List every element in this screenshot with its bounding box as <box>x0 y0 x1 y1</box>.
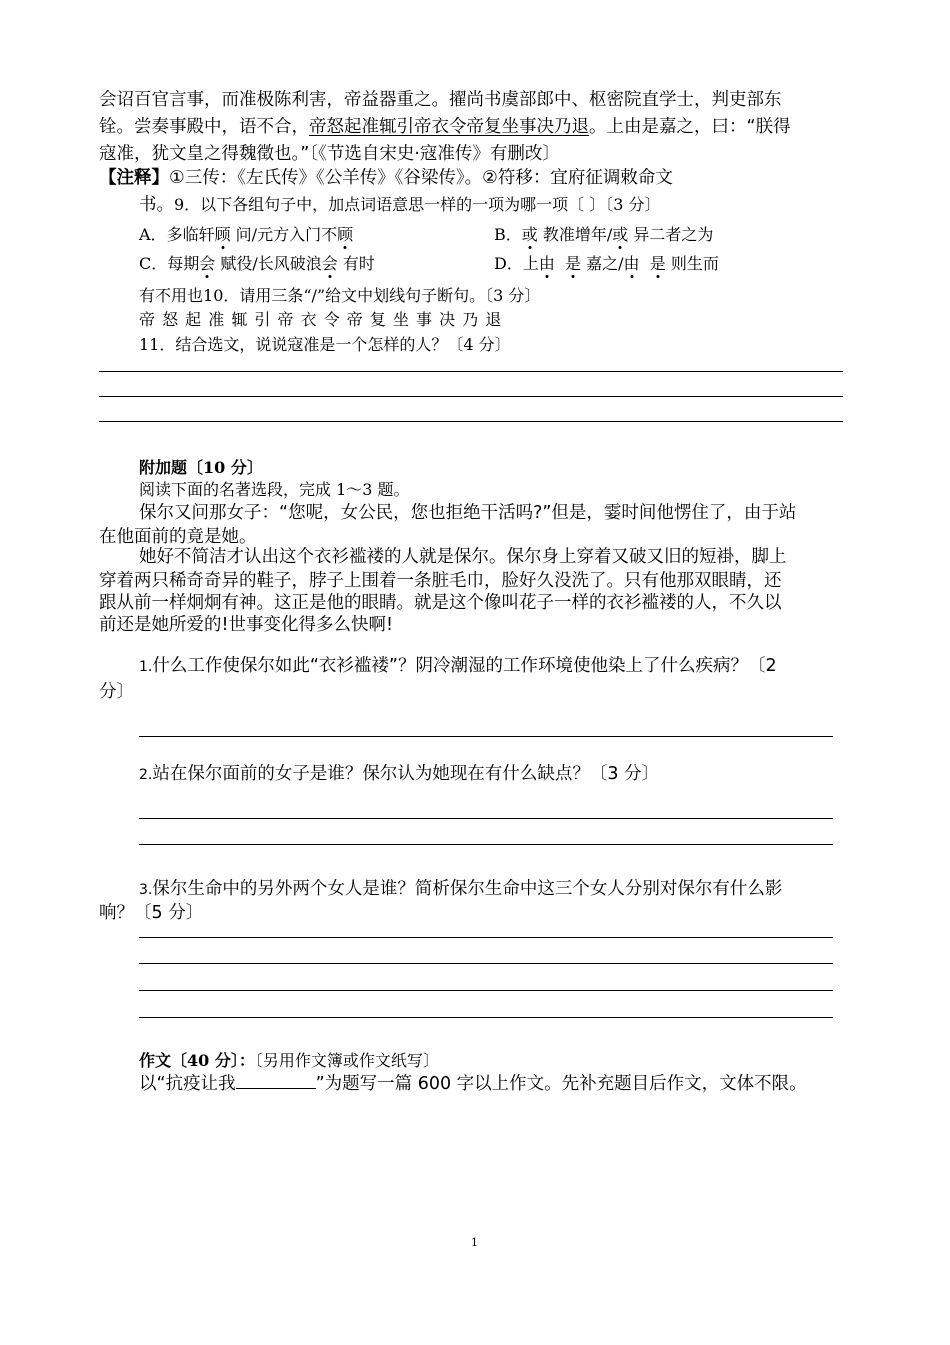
essay-title: 作文〔40 分〕： <box>139 1051 255 1070</box>
excerpt-line: 保尔又问那女子：“您呢，女公民，您也拒绝干活吗?”但是，霎时间他愣住了，由于站 <box>139 503 797 523</box>
dotted-char: 或 <box>521 225 538 244</box>
question-11-prompt: 11．结合选文，说说寇准是一个怎样的人？〔4 分〕 <box>139 335 511 354</box>
answer-line[interactable] <box>99 396 843 397</box>
question-number: 3. <box>139 882 153 898</box>
extra-question-3 <box>139 875 782 900</box>
dotted-char: 或 <box>612 225 629 244</box>
option-text: 异二者之为 <box>628 225 714 244</box>
annotation-text: ①三传：《左氏传》《公羊传》《谷梁传》。②符移：宜府征调敕命文 <box>169 168 673 188</box>
option-c <box>139 251 375 274</box>
dotted-char: 由 <box>623 254 640 273</box>
passage-line: 寇准，犹文皇之得魏徵也。”〔《节选自宋史·寇准传》有删改〕 <box>99 144 560 164</box>
underlined-sentence: 帝怒起准辄引帝衣令帝复坐事决乃退 <box>309 117 589 137</box>
extra-question-2 <box>139 760 659 785</box>
passage-line <box>99 113 791 138</box>
essay-heading <box>139 1048 439 1071</box>
annotation-label: 【注释】 <box>99 168 169 188</box>
answer-line[interactable] <box>99 371 843 372</box>
excerpt-line: 穿着两只稀奇奇异的鞋子，脖子上围着一条脏毛巾，脸好久没洗了。只有他那双眼睛，还 <box>99 571 782 591</box>
option-text: 有不用也 <box>139 286 204 305</box>
question-text: 分〕 <box>99 682 134 702</box>
option-text: 嘉之/ <box>581 254 624 273</box>
question-10 <box>139 283 540 306</box>
question-text: 响？〔5 分〕 <box>99 903 204 923</box>
question-number: 1. <box>139 659 153 675</box>
option-label: C． <box>139 254 168 273</box>
excerpt-line: 在他面前的竟是她。 <box>99 527 257 547</box>
dotted-char: 是 <box>649 254 666 273</box>
extra-title: 附加题〔10 分〕 <box>139 458 263 477</box>
option-text: 教准增年/ <box>537 225 613 244</box>
excerpt-line: 她好不简洁才认出这个衣衫褴褛的人就是保尔。保尔身上穿着又破又旧的短褂，脚上 <box>139 547 787 567</box>
answer-line[interactable] <box>139 736 833 737</box>
excerpt-line: 跟从前一样炯炯有神。这正是他的眼睛。就是这个像叫花子一样的衣衫褴褛的人，不久以 <box>99 593 782 613</box>
title-blank[interactable] <box>236 1072 316 1089</box>
option-text: 每期 <box>167 254 200 273</box>
option-label: A． <box>139 225 167 244</box>
question-9 <box>139 191 661 216</box>
passage-line: 会诏百官言事，而准极陈利害，帝益器重之。擢尚书虞部郎中、枢密院直学士，判吏部东 <box>99 90 782 110</box>
question-number: 2. <box>139 767 153 783</box>
answer-line[interactable] <box>139 963 833 964</box>
option-text: 多临轩 <box>166 225 215 244</box>
option-text: 有时 <box>337 254 375 273</box>
question-lead: 书。 <box>139 195 174 215</box>
essay-prompt-text: 以“抗疫让我 <box>139 1074 236 1094</box>
option-text: 赋役/长风破浪 <box>215 254 322 273</box>
option-label: B． <box>494 225 522 244</box>
question-text: 站在保尔面前的女子是谁？保尔认为她现在有什么缺点？〔3 分〕 <box>152 764 660 784</box>
extra-instruction: 阅读下面的名著选段，完成 1～3 题。 <box>139 480 410 499</box>
option-d <box>494 251 719 274</box>
dotted-char: 由 <box>538 254 555 273</box>
essay-prompt-text: ”为题写一篇 600 字以上作文。先补充题目后作文，文体不限。 <box>315 1074 807 1094</box>
option-label: D． <box>494 254 523 273</box>
dotted-char: 顾 <box>214 225 231 244</box>
option-text: 则生而 <box>665 254 719 273</box>
option-text: 问/元方入门不 <box>230 225 338 244</box>
answer-line[interactable] <box>139 990 833 991</box>
answer-line[interactable] <box>139 937 833 938</box>
question-10-prompt: 10．请用三条“/”给文中划线句子断句。〔3 分〕 <box>203 286 541 305</box>
dotted-char: 顾 <box>337 225 354 244</box>
answer-line[interactable] <box>139 844 833 845</box>
option-text: 上 <box>522 254 539 273</box>
extra-question-1 <box>139 652 777 677</box>
dotted-char: 会 <box>321 254 338 273</box>
passage-text: 。上由是嘉之，曰：“朕得 <box>589 117 791 137</box>
question-text: 什么工作使保尔如此“衣衫褴褛”？阴冷潮湿的工作环境使他染上了什么疾病？〔2 <box>152 656 777 676</box>
excerpt-line: 前还是她所爱的!世事变化得多么快啊! <box>99 615 394 635</box>
essay-note: 〔另用作文簿或作文纸写〕 <box>254 1051 439 1070</box>
passage-text: 铨。尝奏事殿中，语不合， <box>99 117 309 137</box>
dotted-char: 会 <box>199 254 216 273</box>
question-10-sentence: 帝 怒 起 准 辄 引 帝 衣 令 帝 复 坐 事 决 乃 退 <box>139 310 503 329</box>
question-9-prompt: 9．以下各组句子中，加点词语意思一样的一项为哪一项〔 〕〔3 分〕 <box>174 195 661 214</box>
question-text: 保尔生命中的另外两个女人是谁？简析保尔生命中这三个女人分别对保尔有什么影 <box>152 879 783 899</box>
answer-line[interactable] <box>139 818 833 819</box>
answer-line[interactable] <box>99 421 843 422</box>
option-b <box>494 222 713 245</box>
option-a <box>139 222 353 245</box>
dotted-char: 是 <box>565 254 582 273</box>
essay-prompt <box>139 1070 807 1095</box>
answer-line[interactable] <box>139 1017 833 1018</box>
annotation <box>99 164 673 189</box>
page-number: 1 <box>471 1236 478 1249</box>
